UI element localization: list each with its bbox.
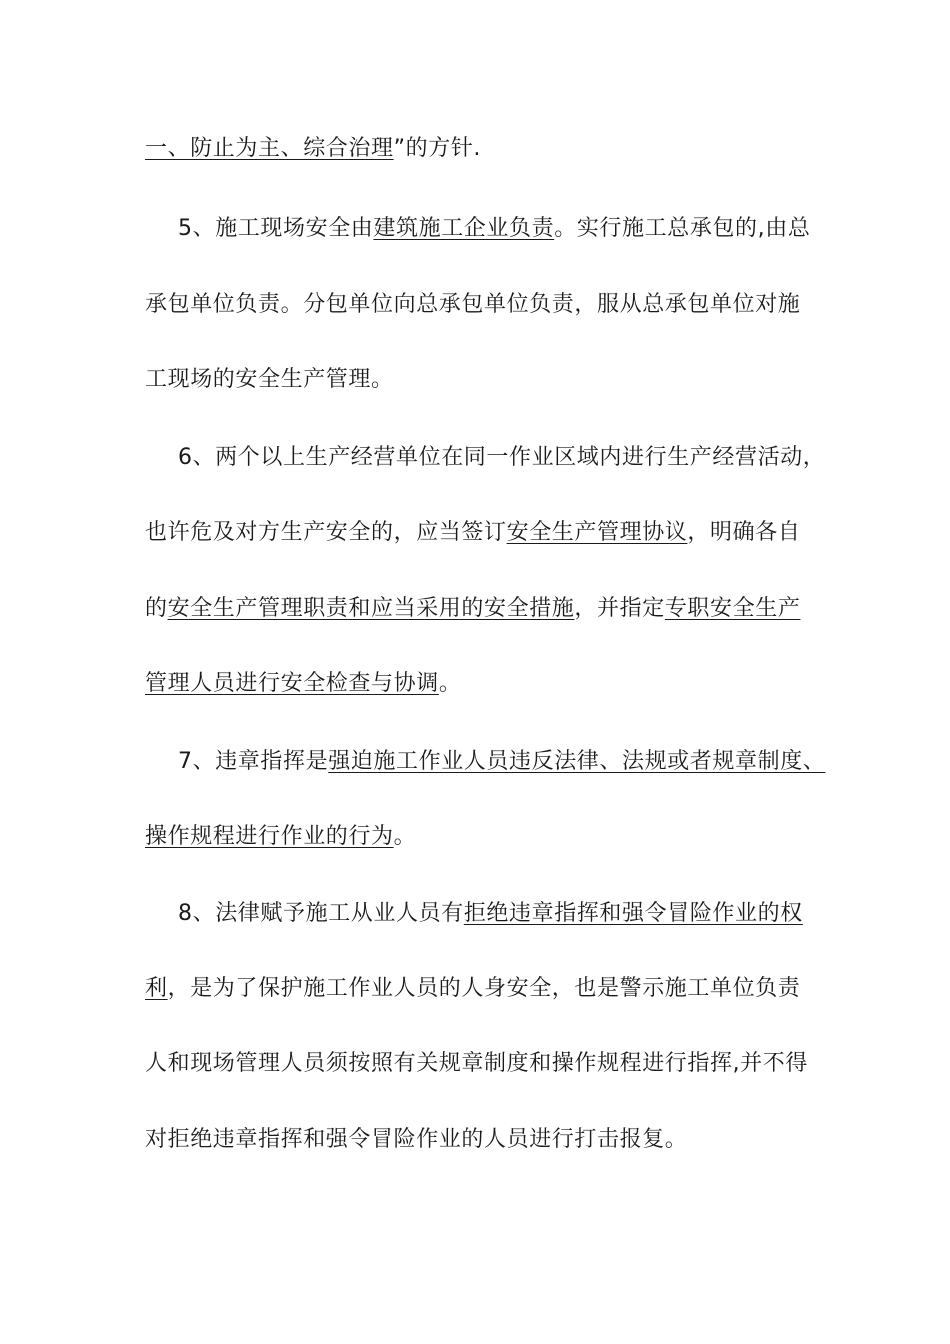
text-run: ，并指定 xyxy=(574,596,665,621)
text-line xyxy=(145,594,845,624)
text-run: 5、施工现场安全由 xyxy=(178,216,374,241)
text-line xyxy=(145,290,845,320)
text-run: ，明确各自 xyxy=(687,520,801,545)
text-line xyxy=(145,669,845,699)
underlined-text: 管理人员进行安全检查与协调 xyxy=(145,671,439,696)
underlined-text: 专职安全生产 xyxy=(664,596,801,621)
underlined-text: 安全生产管理职责和应当采用的安全措施 xyxy=(167,596,575,621)
text-run: 对拒绝违章指挥和强令冒险作业的人员进行打击报复。 xyxy=(145,1127,688,1152)
underlined-text: 操作规程进行作业的行为 xyxy=(145,824,394,849)
text-run: ”的方针. xyxy=(393,136,482,161)
underlined-text: 安全生产管理协议 xyxy=(506,520,688,545)
text-line xyxy=(145,822,845,852)
text-line xyxy=(145,1049,845,1079)
text-line xyxy=(145,518,845,548)
text-line xyxy=(145,365,845,395)
text-run: ，是为了保护施工作业人员的人身安全，也是警示施工单位负责 xyxy=(167,976,801,1001)
underlined-text: 建筑施工企业负责 xyxy=(373,216,555,241)
text-run: 也许危及对方生产安全的，应当签订 xyxy=(145,520,507,545)
text-run: 。 xyxy=(393,824,417,849)
text-run: 承包单位负责。分包单位向总承包单位负责，服从总承包单位对施 xyxy=(145,292,801,317)
text-run: 。实行施工总承包的,由总 xyxy=(554,216,811,241)
text-run: 。 xyxy=(438,671,462,696)
text-run: 7、违章指挥是 xyxy=(178,749,329,774)
text-run: 的 xyxy=(145,596,168,621)
text-run: 8、法律赋予施工从业人员有 xyxy=(178,901,464,926)
underlined-text: 一、防止为主、综合治理 xyxy=(145,136,394,161)
text-line xyxy=(145,974,845,1004)
text-line xyxy=(145,1125,845,1155)
underlined-text: 强迫施工作业人员违反法律、法规或者规章制度、 xyxy=(328,749,826,774)
text-line xyxy=(178,214,878,244)
text-line xyxy=(178,443,878,473)
underlined-text: 拒绝违章指挥和强令冒险作业的权 xyxy=(463,901,803,926)
text-line xyxy=(178,899,878,929)
text-line xyxy=(145,134,845,164)
underlined-text: 利 xyxy=(145,976,168,1001)
text-run: 工现场的安全生产管理。 xyxy=(145,367,394,392)
text-run: 6、两个以上生产经营单位在同一作业区域内进行生产经营活动， xyxy=(178,445,826,470)
text-run: 人和现场管理人员须按照有关规章制度和操作规程进行指挥,并不得 xyxy=(145,1051,808,1076)
text-line xyxy=(178,747,878,777)
